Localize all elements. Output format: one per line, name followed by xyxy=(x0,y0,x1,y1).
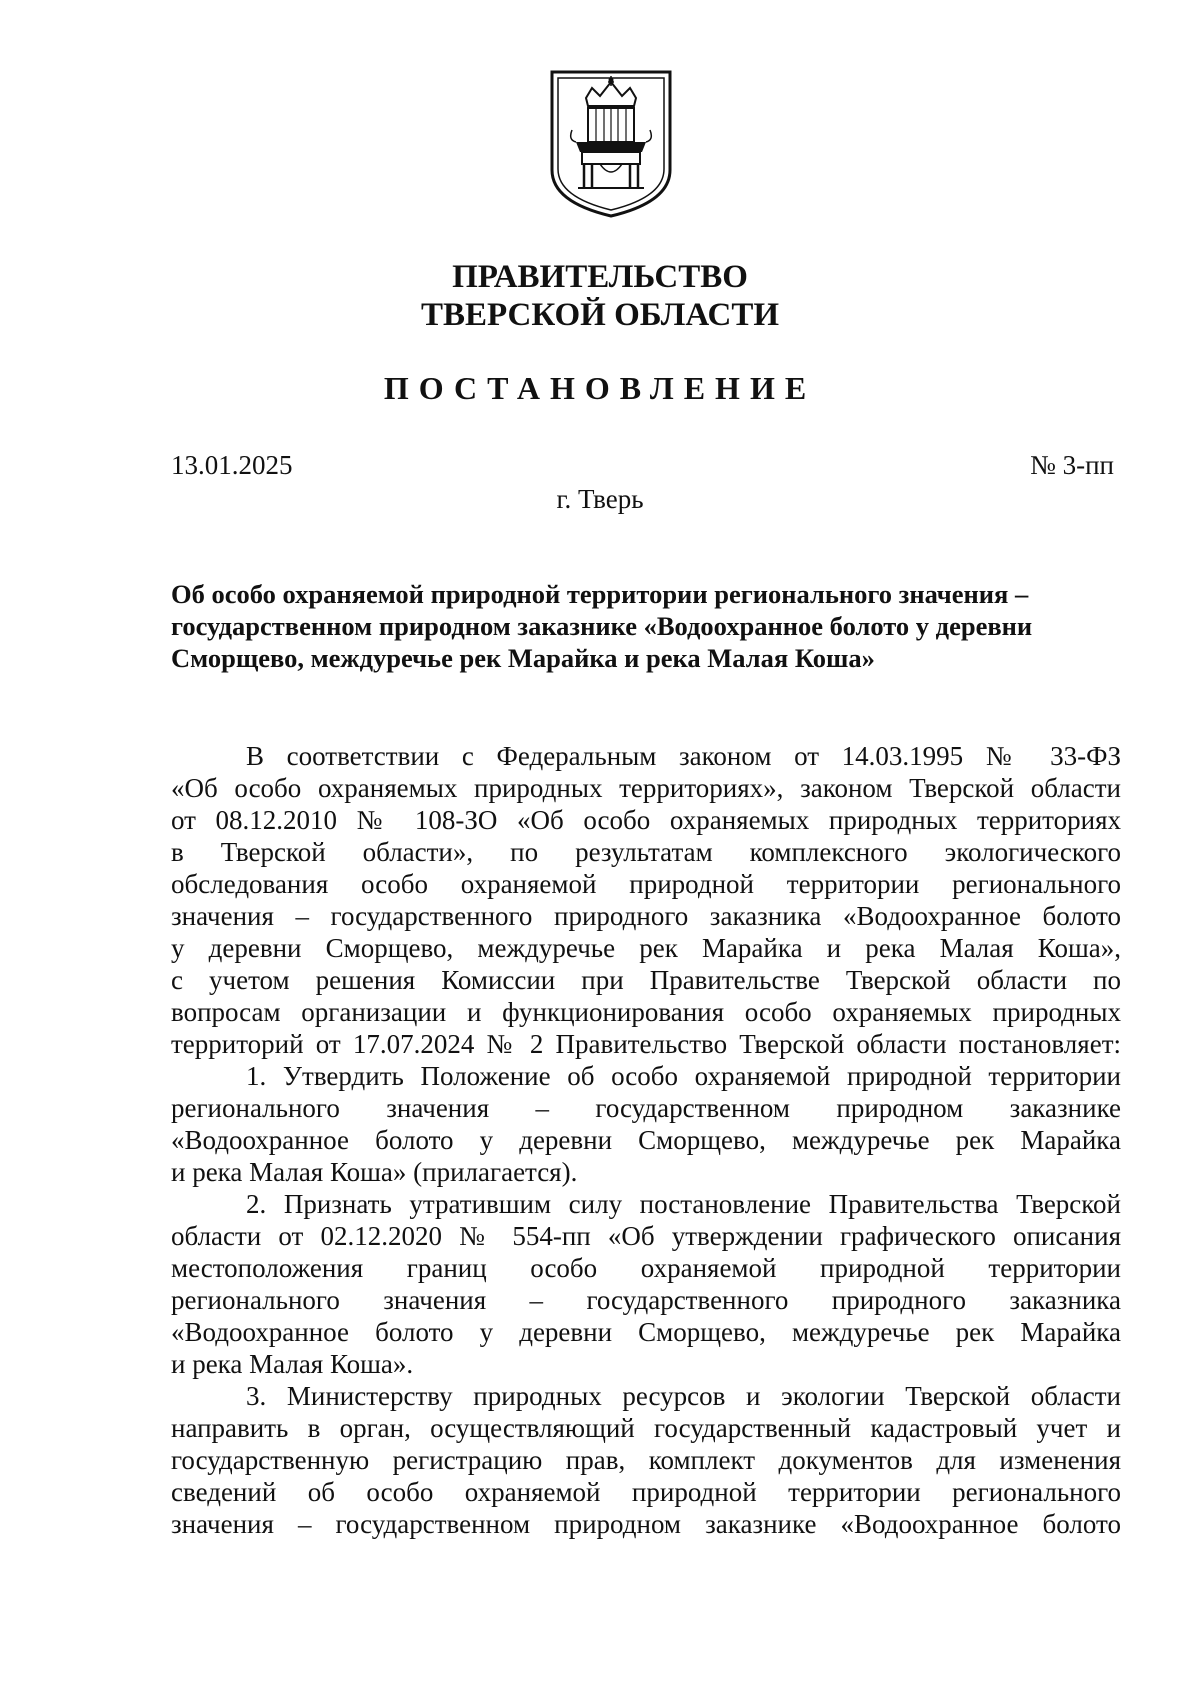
item3-line: значения – государственном природном заказнике «Водоохранное болото xyxy=(171,1509,1121,1539)
heading-line: Сморщево, междуречье рек Марайка и река Малая Коша» xyxy=(171,643,875,673)
heading-line: государственном природном заказнике «Водоохранное болото у деревни xyxy=(171,611,1033,641)
document-type: ПОСТАНОВЛЕНИЕ xyxy=(383,370,817,406)
item3-line: государственную регистрацию прав, комплект документов для изменения xyxy=(171,1445,1121,1475)
item1-line: и река Малая Коша» (прилагается). xyxy=(171,1157,578,1187)
document-heading xyxy=(171,578,1121,674)
item1-line: «Водоохранное болото у деревни Сморщево, междуречье рек Марайка xyxy=(171,1125,1121,1155)
preamble-line: от 08.12.2010 № 108-ЗО «Об особо охраняемых природных территориях xyxy=(171,805,1121,835)
item3-line: 3. Министерству природных ресурсов и экологии Тверской области xyxy=(246,1381,1121,1411)
document-body xyxy=(171,740,1121,1540)
preamble-line: «Об особо охраняемых природных территориях», законом Тверской области xyxy=(171,773,1121,803)
item2-line: регионального значения – государственного природного заказника xyxy=(171,1285,1121,1315)
item2-line: области от 02.12.2020 № 554-пп «Об утверждении графического описания xyxy=(171,1221,1121,1251)
document-number: № 3-пп xyxy=(1030,450,1114,480)
item2-line: 2. Признать утратившим силу постановление Правительства Тверской xyxy=(246,1189,1121,1219)
preamble-line: с учетом решения Комиссии при Правительстве Тверской области по xyxy=(171,965,1121,995)
government-name-line1: ПРАВИТЕЛЬСТВО xyxy=(452,259,748,295)
document-city: г. Тверь xyxy=(556,484,644,514)
preamble-line: территорий от 17.07.2024 № 2 Правительство Тверской области постановляет: xyxy=(171,1029,1121,1059)
preamble-line: значения – государственного природного заказника «Водоохранное болото xyxy=(171,901,1121,931)
preamble-line: в Тверской области», по результатам комплексного экологического xyxy=(171,837,1121,867)
item2-line: и река Малая Коша». xyxy=(171,1349,414,1379)
document-date: 13.01.2025 xyxy=(171,450,293,480)
item3-line: сведений об особо охраняемой природной территории регионального xyxy=(171,1477,1121,1507)
tver-coat-of-arms-icon xyxy=(548,70,674,220)
preamble-line: В соответствии с Федеральным законом от 14.03.1995 № 33-ФЗ xyxy=(246,741,1121,771)
item1-line: регионального значения – государственном природном заказнике xyxy=(171,1093,1121,1123)
government-name-line2: ТВЕРСКОЙ ОБЛАСТИ xyxy=(420,297,780,333)
item1-line: 1. Утвердить Положение об особо охраняемой природной территории xyxy=(246,1061,1121,1091)
item2-line: местоположения границ особо охраняемой природной территории xyxy=(171,1253,1121,1283)
preamble-line: обследования особо охраняемой природной территории регионального xyxy=(171,869,1121,899)
preamble-line: у деревни Сморщево, междуречье рек Марайка и река Малая Коша», xyxy=(171,933,1121,963)
heading-line: Об особо охраняемой природной территории регионального значения – xyxy=(171,579,1029,609)
preamble-line: вопросам организации и функционирования особо охраняемых природных xyxy=(171,997,1121,1027)
item2-line: «Водоохранное болото у деревни Сморщево, междуречье рек Марайка xyxy=(171,1317,1121,1347)
item3-line: направить в орган, осуществляющий государственный кадастровый учет и xyxy=(171,1413,1121,1443)
